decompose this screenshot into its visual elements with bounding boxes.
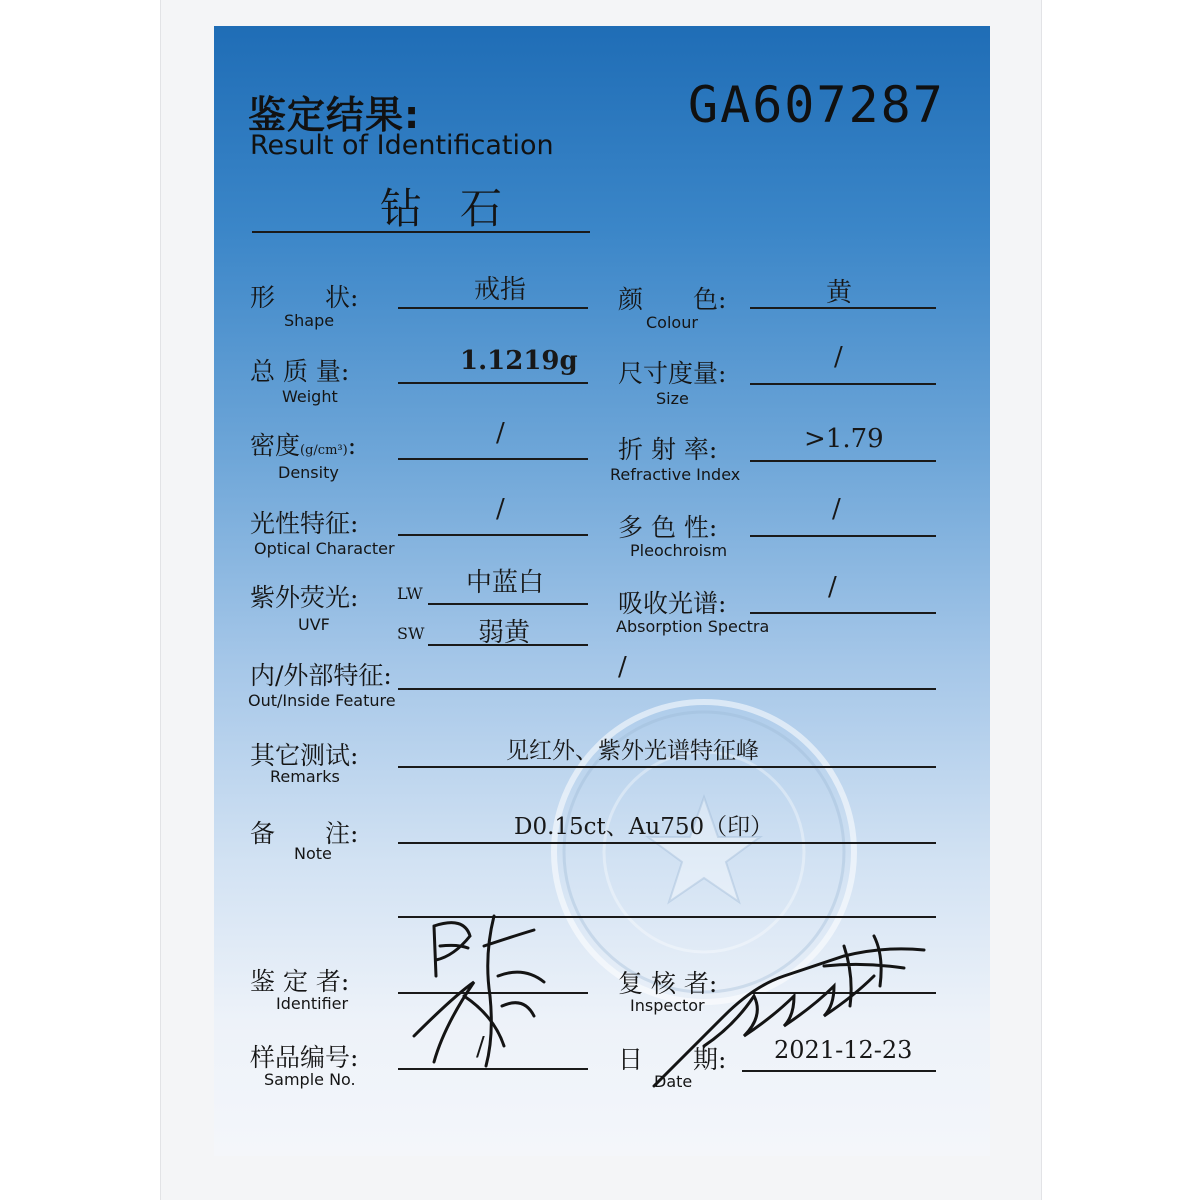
note-value: D0.15ct、Au750（印） [514, 814, 774, 840]
remarks-label-cn: 其它测试: [250, 741, 359, 770]
result-underline [252, 231, 590, 233]
colour-value: 黄 [826, 278, 853, 308]
title-en: Result of Identification [250, 130, 554, 161]
uvf-lw-label: LW [397, 584, 423, 603]
absorption-label-cn: 吸收光谱: [618, 589, 727, 618]
shape-value: 戒指 [474, 275, 527, 305]
identifier-signature [374, 886, 574, 1076]
density-colon: : [347, 431, 357, 460]
note-label-cn: 备 注: [250, 819, 359, 848]
refractive-underline [750, 460, 936, 462]
size-label-cn: 尺寸度量: [618, 359, 727, 388]
feature-underline [398, 688, 936, 690]
density-label-cn: 密度 [250, 431, 301, 460]
optical-label-cn: 光性特征: [250, 509, 359, 538]
pleochroism-underline [750, 535, 936, 537]
colour-label-en: Colour [646, 313, 698, 332]
remarks-underline [398, 766, 936, 768]
absorption-label-en: Absorption Spectra [616, 617, 770, 636]
uvf-lw-value: 中蓝白 [466, 568, 545, 598]
refractive-label-en: Refractive Index [610, 465, 741, 484]
weight-value: 1.1219g [460, 346, 578, 376]
feature-label-en: Out/Inside Feature [248, 691, 396, 710]
uvf-sw-label: SW [397, 624, 425, 643]
density-label [250, 426, 356, 462]
uvf-label-en: UVF [298, 615, 330, 634]
pleochroism-label-cn: 多 色 性: [618, 513, 718, 542]
inspector-label-en: Inspector [630, 996, 705, 1015]
density-unit: (g/cm³) [300, 443, 348, 458]
absorption-underline [750, 612, 936, 614]
note-label-en: Note [294, 844, 332, 863]
identification-card [214, 26, 990, 1156]
sample-value: / [476, 1032, 485, 1062]
uvf-label-cn: 紫外荧光: [250, 583, 359, 612]
absorption-value: / [828, 572, 837, 602]
optical-value: / [496, 494, 505, 524]
size-underline [750, 383, 936, 385]
optical-label-en: Optical Character [254, 539, 395, 558]
size-label-en: Size [656, 389, 689, 408]
uvf-sw-value: 弱黄 [478, 618, 531, 648]
sample-label-en: Sample No. [264, 1070, 356, 1089]
shape-label-cn: 形 状: [250, 283, 359, 312]
colour-underline [750, 307, 936, 309]
identifier-label-cn: 鉴 定 者: [250, 967, 350, 996]
uvf-sw-underline [428, 644, 588, 646]
weight-label-cn: 总 质 量: [250, 357, 350, 386]
date-label-en: Date [654, 1072, 693, 1091]
title-cn: 鉴定结果: [248, 93, 421, 137]
feature-value: / [618, 652, 627, 682]
size-value: / [834, 342, 843, 372]
remarks-label-en: Remarks [270, 767, 340, 786]
density-value: / [496, 418, 505, 448]
shape-label-en: Shape [284, 311, 335, 330]
result-value: 钻石 [380, 184, 541, 233]
shape-underline [398, 307, 588, 309]
density-underline [398, 458, 588, 460]
remarks-value: 见红外、紫外光谱特征峰 [506, 738, 759, 764]
inspector-signature [644, 906, 944, 1106]
feature-label-cn: 内/外部特征: [250, 661, 392, 690]
refractive-value: >1.79 [804, 424, 884, 454]
colour-label-cn: 颜 色: [618, 285, 727, 314]
inspector-label-cn: 复 核 者: [618, 969, 718, 998]
optical-underline [398, 534, 588, 536]
certificate-number: GA607287 [688, 76, 945, 134]
weight-underline [398, 382, 588, 384]
weight-label-en: Weight [282, 387, 338, 406]
sample-label-cn: 样品编号: [250, 1043, 359, 1072]
pleochroism-value: / [832, 494, 841, 524]
identifier-label-en: Identifier [276, 994, 349, 1013]
uvf-lw-underline [428, 603, 588, 605]
note-underline [398, 842, 936, 844]
refractive-label-cn: 折 射 率: [618, 435, 718, 464]
date-value: 2021-12-23 [774, 1036, 913, 1064]
pleochroism-label-en: Pleochroism [630, 541, 728, 560]
density-label-en: Density [278, 463, 339, 482]
date-label-cn: 日 期: [618, 1045, 727, 1074]
